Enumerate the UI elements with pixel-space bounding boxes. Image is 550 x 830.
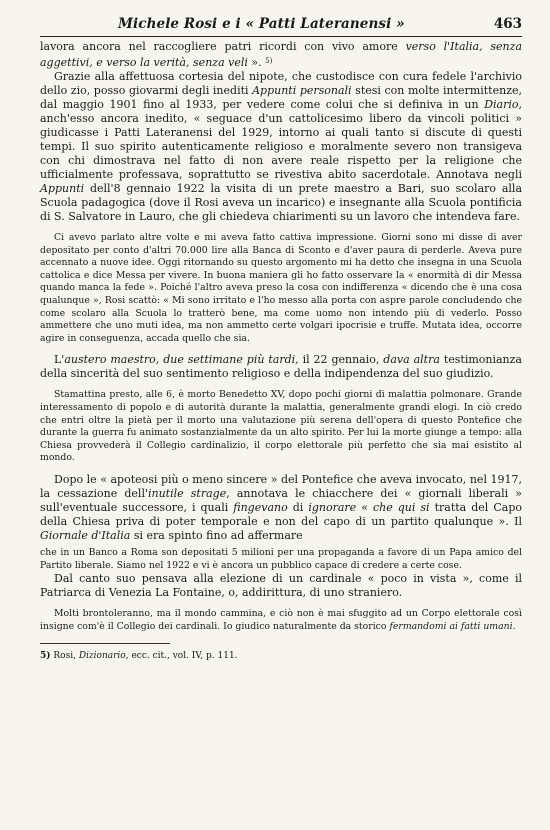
text-run: L'	[54, 353, 65, 367]
quotation-block: Stamattina presto, alle 6, è morto Benedetto XV, dopo pochi giorni di malattia polmonare. Grande interessamento di popolo e di autorità durante la malattia, generalmente grandi elogi. In ciò credo che entri oltre la pietà per il morto una valutazione più serena dell'opera di questo Pontefice che durante la guerra fu animato sostanzialmente da un alto spirito. Per lui la morte giunge a tempo: alla Chiesa provvederà il Collegio cardinalizio, il corpo elettorale più perfetto che sia mai esistito al mondo.	[40, 389, 522, 464]
text-run: , anch'esso ancora inedito, « seguace d'un cattolicesimo libero da vincoli politici » giudicasse i Patti Lateranensi del 1929, intorno ai quali tanto si discute di questi tempi. Il suo spirito autenticamente religioso e moralmente severo non transigeva con chi dimostrava nel fatto di non avere reale rispetto per la religione che ufficialmente professava, soprattutto se rivestiva abito sacerdotale. Annotava negli	[40, 98, 522, 181]
paragraph-testimony	[40, 353, 522, 381]
italic-run: Giornale d'Italia	[40, 528, 131, 542]
text-run: ». Il	[493, 514, 522, 528]
italic-run: dava altra	[383, 353, 440, 367]
text-run: il 22 gennaio,	[298, 353, 384, 367]
italic-run: fermandomi ai fatti umani	[389, 620, 513, 632]
italic-run: Appunti personali	[252, 84, 352, 97]
text-run: testimonianza della sincerità del suo sentimento religioso e della indipendenza del suo giudizio.	[40, 353, 522, 381]
running-header	[40, 14, 522, 37]
text-run: Dopo le « apoteosi più o meno sincere » del Pontefice che aveva invocato, nel 1917, la cessazione dell'	[40, 472, 522, 500]
footnote-rest: , ecc. cit., vol. IV, p. 111.	[125, 651, 238, 662]
text-run: , annotava le chiacchere dei « giornali liberali » sull'eventuale successore, i quali	[40, 486, 522, 514]
footnote	[40, 650, 522, 662]
text-run: di	[287, 500, 309, 514]
text-run: «	[356, 500, 373, 514]
footnote-separator	[40, 643, 170, 644]
italic-run: Diario	[484, 98, 519, 111]
text-run: Grazie alla affettuosa cortesia del nipote, che custodisce con cura fedele l'archivio dello zio, posso giovarmi degli inediti	[40, 70, 522, 97]
main-text	[40, 40, 522, 670]
italic-run: che qui si	[372, 500, 430, 514]
italic-run: inutile strage	[148, 486, 227, 500]
italic-run: austero maestro, due settimane più tardi,	[64, 353, 299, 367]
footnote-author: Rosi,	[53, 651, 79, 662]
italic-run: ignorare	[308, 500, 357, 514]
paragraph-successor	[40, 473, 522, 543]
text-run: stesi con molte intermittenze, dal maggio 1901 fino al 1933, per vedere come colui che si definiva in un	[40, 84, 522, 111]
quotation-block: Ci avevo parlato altre volte e mi aveva fatto cattiva impressione. Giorni sono mi disse di aver depositato per conto d'altri 70.000 lire alla Banca di Sconto e d'aver paura di perderle. Aveva pure accennato a nuove idee. Oggi ritornando su questo argomento mi ha detto che insegna in una Scuola cattolica e dice Messa per vivere. In buona maniera gli ho fatto osservare la « enormità di dir Messa quando manca la fede ». Poiché l'altro aveva preso la cosa con indifferenza « dicendo che è una cosa qualunque », Rosi scattò: « Mi sono irritato e l'ho messo alla porta con aspre parole concludendo che come scolaro alla Scuola lo tratterò bene, ma come uomo non intendo più di vederlo. Posso ammettere che uno muti idea, ma non ammetto certe volgari ipocrisie e truffe. Mutata idea, occorre agire in conseguenza, accada quello che sia.	[40, 232, 522, 344]
italic-run: Appunti	[40, 182, 85, 195]
text-run: tratta del Capo della Chiesa priva di poter temporale e non del capo di un partito qualunque	[40, 500, 522, 528]
quotation-block	[40, 608, 522, 633]
footnote-number: 5)	[40, 651, 51, 662]
text-run: Molti brontoleranno, ma il mondo cammina, e ciò non è mai sfuggito ad un Corpo elettorale così insigne com'è il Collegio dei cardinali. Io giudico naturalmente da storico	[40, 608, 522, 632]
text-run: si era spinto fino ad affermare	[130, 528, 303, 542]
paragraph-continuation	[40, 40, 522, 70]
page-number: 463	[493, 16, 522, 32]
text-run: lavora ancora nel raccogliere patri ricordi con vivo amore	[40, 40, 406, 53]
italic-run: fingevano	[233, 500, 288, 514]
text-run: ».	[247, 56, 262, 69]
running-title: Michele Rosi e i « Patti Lateranensi »	[118, 16, 405, 32]
footnote-work: Dizionario	[78, 651, 126, 662]
italic-run: verso l'Italia, senza aggettivi, e verso la verità, senza veli	[40, 40, 522, 69]
paragraph-election: Dal canto suo pensava alla elezione di un cardinale « poco in vista », come il Patriarca di Venezia La Fontaine, o, addirittura, di uno straniero.	[40, 572, 522, 600]
quotation-block: che in un Banco a Roma son depositati 5 milioni per una propaganda a favore di un Papa amico del Partito liberale. Siamo nel 1922 e vi è ancora un pubblico capace di credere a certe cose.	[40, 546, 522, 571]
paragraph-archive	[40, 70, 522, 224]
text-run: .	[512, 620, 516, 632]
text-run: dell'8 gennaio 1922 la visita di un prete maestro a Bari, suo scolaro alla Scuola padagogica (dove il Rosi aveva un incarico) e insegnante alla Scuola pontificia di S. Salvatore in Lauro, che gli chiedeva chiarimenti su un lavoro che intendeva fare.	[40, 182, 522, 223]
footnote-ref: 5)	[265, 57, 273, 65]
